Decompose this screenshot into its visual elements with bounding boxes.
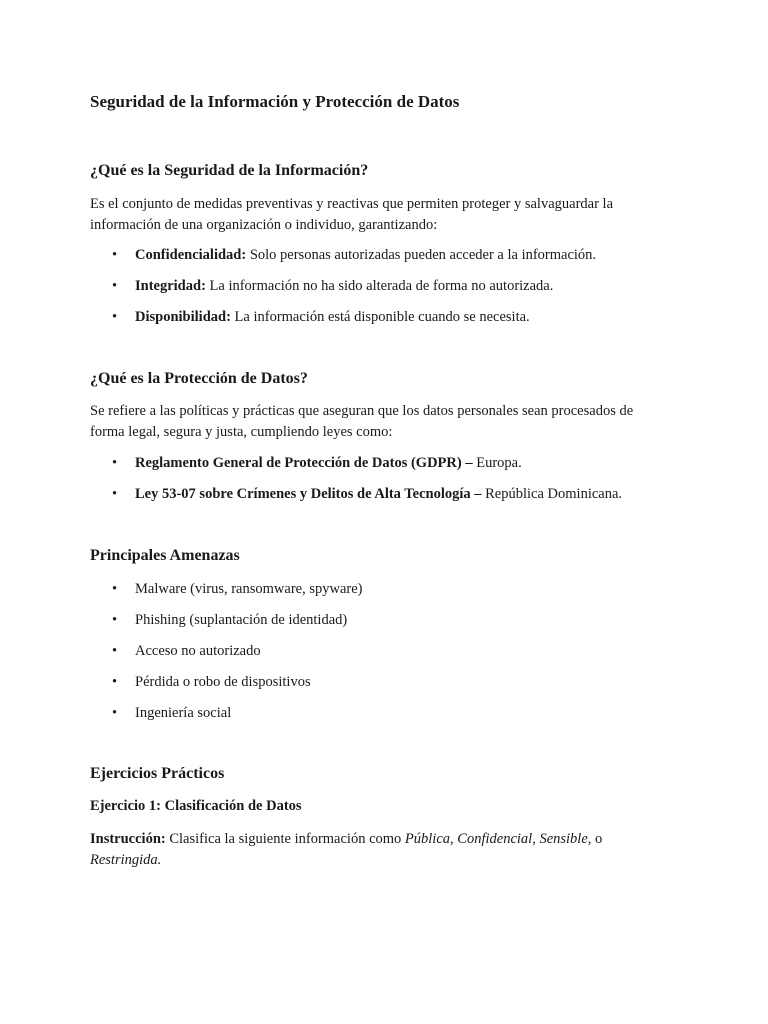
- heading-seguridad: ¿Qué es la Seguridad de la Información?: [90, 162, 369, 179]
- bullet-icon: •: [112, 247, 118, 263]
- bullet-icon: •: [112, 309, 118, 325]
- heading-amenazas: Principales Amenazas: [90, 547, 240, 564]
- instruction-text: Clasifica la siguiente información como: [165, 831, 405, 847]
- separator: ,: [532, 831, 540, 847]
- definition: La información no ha sido alterada de forma no autorizada.: [205, 278, 554, 294]
- document-title: Seguridad de la Información y Protección de Datos: [90, 92, 460, 111]
- term: Integridad:: [135, 278, 206, 294]
- list-item: [90, 610, 362, 641]
- option-confidencial: Confidencial: [457, 831, 533, 847]
- bullet-icon: •: [112, 612, 118, 628]
- instruction-label: Instrucción:: [90, 831, 166, 847]
- bullet-icon: •: [112, 674, 118, 690]
- list-item: [90, 245, 596, 276]
- option-restringida: Restringida: [90, 852, 158, 868]
- list-amenazas: [90, 579, 362, 734]
- list-item-text: Acceso no autorizado: [135, 643, 261, 659]
- list-item: [90, 453, 622, 484]
- bullet-icon: •: [112, 581, 118, 597]
- term: Reglamento General de Protección de Datos (GDPR) –: [135, 455, 473, 471]
- heading-proteccion: ¿Qué es la Protección de Datos?: [90, 370, 308, 387]
- paragraph-seguridad-intro: Es el conjunto de medidas preventivas y reactivas que permiten proteger y salvaguardar la información de una organización o individuo, garantizando:: [90, 196, 614, 233]
- definition: La información está disponible cuando se necesita.: [230, 309, 530, 325]
- list-item-text: Malware (virus, ransomware, spyware): [135, 581, 363, 597]
- option-sensible: Sensible: [539, 831, 588, 847]
- bullet-icon: •: [112, 278, 118, 294]
- list-item-text: Ingeniería social: [135, 705, 232, 721]
- heading-ejercicio-1: Ejercicio 1: Clasificación de Datos: [90, 798, 302, 814]
- list-item-text: Pérdida o robo de dispositivos: [135, 674, 311, 690]
- term: Ley 53-07 sobre Crímenes y Delitos de Alta Tecnología –: [135, 486, 482, 502]
- paragraph-ejercicio-1-instruction: [90, 829, 650, 871]
- list-item: [90, 641, 362, 672]
- bullet-icon: •: [112, 643, 118, 659]
- paragraph-proteccion-intro: Se refiere a las políticas y prácticas que aseguran que los datos personales sean procesados de forma legal, segura y justa, cumpliendo leyes como:: [90, 403, 634, 440]
- list-item-text: Phishing (suplantación de identidad): [135, 612, 348, 628]
- definition: Europa.: [472, 455, 522, 471]
- list-item: [90, 672, 362, 703]
- list-item: [90, 484, 622, 515]
- list-item: [90, 579, 362, 610]
- definition: República Dominicana.: [481, 486, 623, 502]
- term: Disponibilidad:: [135, 309, 231, 325]
- option-publica: Pública: [404, 831, 451, 847]
- term: Confidencialidad:: [135, 247, 247, 263]
- definition: Solo personas autorizadas pueden acceder a la información.: [246, 247, 597, 263]
- list-proteccion-laws: [90, 453, 622, 515]
- separator: ,: [450, 831, 458, 847]
- bullet-icon: •: [112, 705, 118, 721]
- list-item: [90, 276, 596, 307]
- separator: , o: [587, 831, 603, 847]
- bullet-icon: •: [112, 486, 118, 502]
- bullet-icon: •: [112, 455, 118, 471]
- list-item: [90, 307, 596, 338]
- list-item: [90, 703, 362, 734]
- period: .: [157, 852, 162, 868]
- heading-ejercicios: Ejercicios Prácticos: [90, 765, 225, 782]
- list-seguridad-principles: [90, 245, 596, 338]
